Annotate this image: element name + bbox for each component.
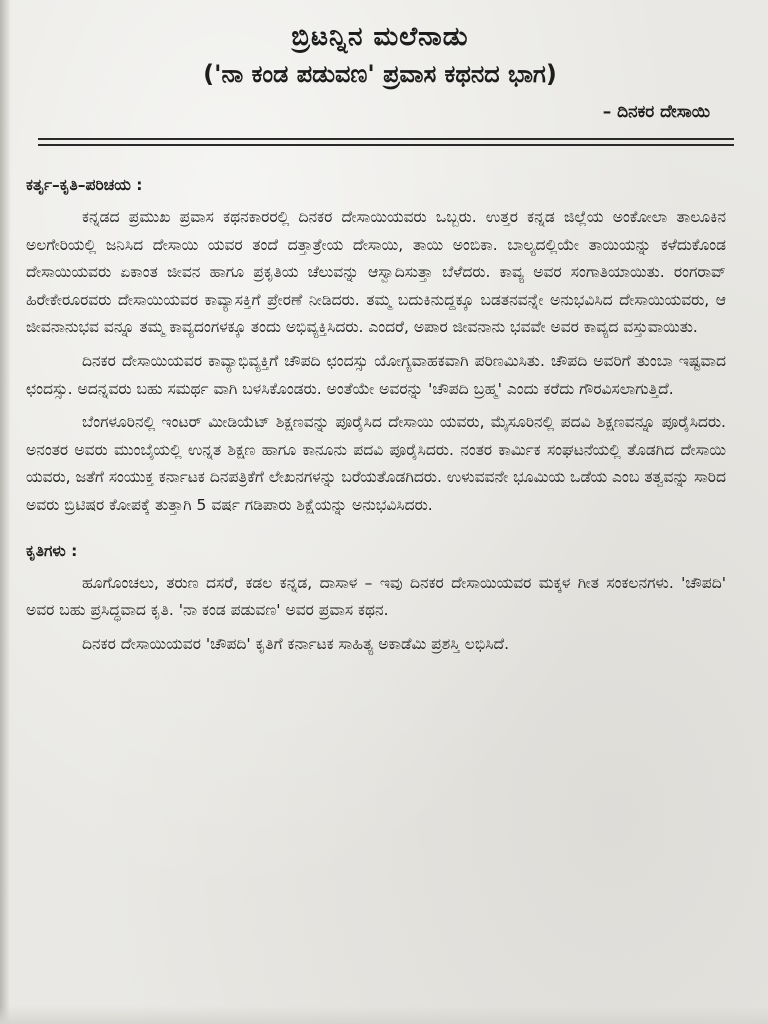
page-title: ಬ್ರಿಟನ್ನಿನ ಮಲೆನಾಡು [291, 22, 469, 52]
page-subtitle: ('ನಾ ಕಂಡ ಪಡುವಣ' ಪ್ರವಾಸ ಕಥನದ ಭಾಗ) [203, 60, 557, 88]
author-name: – ದಿನಕರ ದೇಸಾಯಿ [602, 102, 710, 122]
section-author-intro [22, 172, 730, 520]
section-heading-author-intro: ಕರ್ತೃ–ಕೃತಿ–ಪರಿಚಯ : [26, 176, 143, 194]
paragraph-award: ದಿನಕರ ದೇಸಾಯಿಯವರ 'ಚೌಪದಿ' ಕೃತಿಗೆ ಕರ್ನಾಟಕ ಸಾಹಿತ್ಯ ಅಕಾಡೆಮಿ ಪ್ರಶಸ್ತಿ ಲಭಿಸಿದೆ. [82, 634, 510, 653]
document-body [22, 172, 730, 664]
section-heading-works: ಕೃತಿಗಳು : [26, 541, 78, 560]
header-divider-bottom [38, 144, 734, 146]
page-left-shadow [0, 0, 10, 1024]
paragraph-education: ಬೆಂಗಳೂರಿನಲ್ಲಿ ಇಂಟರ್ ಮೀಡಿಯೆಟ್ ಶಿಕ್ಷಣವನ್ನು ಪೂರೈಸಿದ ದೇಸಾಯಿ ಯವರು, ಮೈಸೂರಿನಲ್ಲಿ ಪದವಿ ಶಿಕ್ಷಣವನ್ನೂ ಪೂರೈಸಿದರು. ಅನಂತರ ಅವರು ಮುಂಬೈಯಲ್ಲಿ ಉನ್ನತ ಶಿಕ್ಷಣ ಹಾಗೂ ಕಾನೂನು ಪದವಿ ಪೂರೈಸಿದರು. ನಂತರ ಕಾರ್ಮಿಕ ಸಂಘಟನೆಯಲ್ಲಿ ತೊಡಗಿದ ದೇಸಾಯಿ ಯವರು, ಜತೆಗೆ ಸಂಯುಕ್ತ ಕರ್ನಾಟಕ ದಿನಪತ್ರಿಕೆಗೆ ಲೇಖನಗಳನ್ನು ಬರೆಯತೊಡಗಿದರು. ಉಳುವವನೇ ಭೂಮಿಯ ಒಡೆಯ ಎಂಬ ತತ್ವವನ್ನು ಸಾರಿದ ಅವರು ಬ್ರಿಟಿಷರ ಕೋಪಕ್ಕೆ ತುತ್ತಾಗಿ 5 ವರ್ಷ ಗಡಿಪಾರು ಶಿಕ್ಷೆಯನ್ನು ಅನುಭವಿಸಿದರು. [26, 413, 726, 514]
paragraph-biography: ಕನ್ನಡದ ಪ್ರಮುಖ ಪ್ರವಾಸ ಕಥನಕಾರರಲ್ಲಿ ದಿನಕರ ದೇಸಾಯಿಯವರು ಒಬ್ಬರು. ಉತ್ತರ ಕನ್ನಡ ಜಿಲ್ಲೆಯ ಅಂಕೋಲಾ ತಾಲೂಕಿನ ಅಲಗೇರಿಯಲ್ಲಿ ಜನಿಸಿದ ದೇಸಾಯಿ ಯವರ ತಂದೆ ದತ್ತಾತ್ರೇಯ ದೇಸಾಯಿ, ತಾಯಿ ಅಂಬಿಕಾ. ಬಾಲ್ಯದಲ್ಲಿಯೇ ತಾಯಿಯನ್ನು ಕಳೆದುಕೊಂಡ ದೇಸಾಯಿಯವರು ಏಕಾಂತ ಜೀವನ ಹಾಗೂ ಪ್ರಕೃತಿಯ ಚೆಲುವನ್ನು ಆಸ್ವಾದಿಸುತ್ತಾ ಬೆಳೆದರು. ಕಾವ್ಯ ಅವರ ಸಂಗಾತಿಯಾಯಿತು. ರಂಗರಾವ್ ಹಿರೇಕೇರೂರವರು ದೇಸಾಯಿಯವರ ಕಾವ್ಯಾಸಕ್ತಿಗೆ ಪ್ರೇರಣೆ ನೀಡಿದರು. ತಮ್ಮ ಬದುಕಿನುದ್ದಕ್ಕೂ ಬಡತನವನ್ನೇ ಅನುಭವಿಸಿದ ದೇಸಾಯಿಯವರು, ಆ ಜೀವನಾನುಭವ ವನ್ನೂ ತಮ್ಮ ಕಾವ್ಯದಂಗಳಕ್ಕೂ ತಂದು ಅಭಿವ್ಯಕ್ತಿಸಿದರು. ಎಂದರೆ, ಅಪಾರ ಜೀವನಾನು ಭವವೇ ಅವರ ಕಾವ್ಯದ ವಸ್ತುವಾಯಿತು. [26, 208, 726, 337]
page-bottom-shadow [0, 1006, 768, 1024]
document-header [20, 20, 740, 90]
paragraph-choupadi: ದಿನಕರ ದೇಸಾಯಿಯವರ ಕಾವ್ಯಾಭಿವ್ಯಕ್ತಿಗೆ ಚೌಪದಿ ಛಂದಸ್ಸು ಯೋಗ್ಯವಾಹಕವಾಗಿ ಪರಿಣಮಿಸಿತು. ಚೌಪದಿ ಅವರಿಗೆ ತುಂಬಾ ಇಷ್ಟವಾದ ಛಂದಸ್ಸು. ಅದನ್ನವರು ಬಹು ಸಮರ್ಥ ವಾಗಿ ಬಳಸಿಕೊಂಡರು. ಅಂತೆಯೇ ಅವರನ್ನು 'ಚೌಪದಿ ಬ್ರಹ್ಮ' ಎಂದು ಕರೆದು ಗೌರವಿಸಲಾಗುತ್ತಿದೆ. [26, 351, 726, 398]
section-works [22, 538, 730, 659]
section-gap [22, 526, 730, 538]
header-divider-top [38, 138, 734, 140]
paragraph-works-list: ಹೂಗೊಂಚಲು, ತರುಣ ದಸರೆ, ಕಡಲ ಕನ್ನಡ, ದಾಸಾಳ – ಇವು ದಿನಕರ ದೇಸಾಯಿಯವರ ಮಕ್ಕಳ ಗೀತ ಸಂಕಲನಗಳು. 'ಚೌಪದಿ' ಅವರ ಬಹು ಪ್ರಸಿದ್ಧವಾದ ಕೃತಿ. 'ನಾ ಕಂಡ ಪಡುವಣ' ಅವರ ಪ್ರವಾಸ ಕಥನ. [26, 573, 726, 620]
